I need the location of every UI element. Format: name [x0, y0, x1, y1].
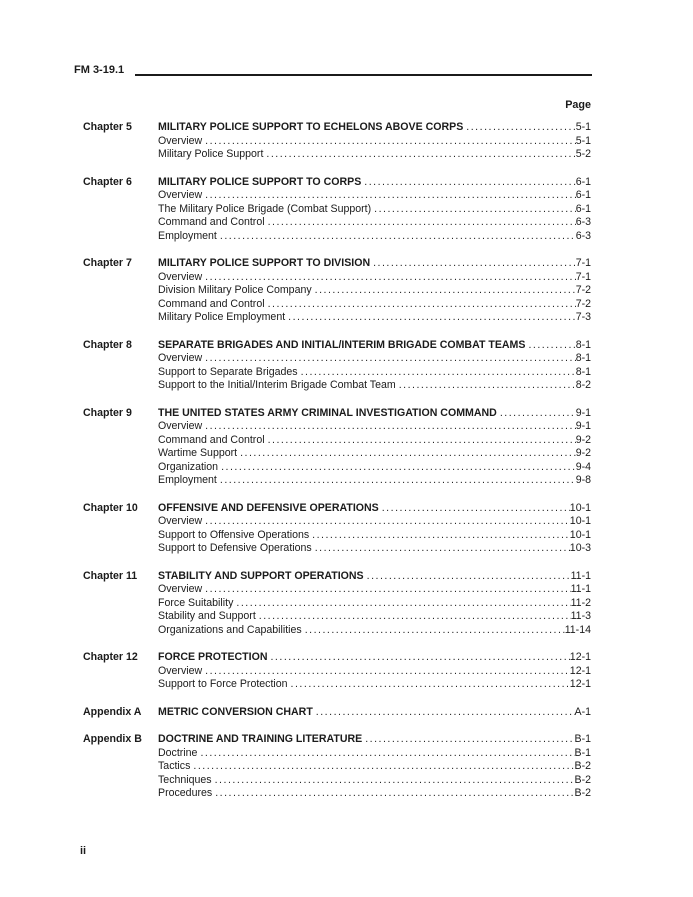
chapter-label: Chapter 8: [83, 338, 132, 351]
section-title: Military Police Employment: [158, 311, 286, 323]
section-page-number: 5-2: [575, 148, 591, 160]
section-title: Organization: [158, 460, 219, 473]
chapter-page-number: A-1: [574, 705, 591, 718]
section-title: Overview: [158, 515, 203, 527]
dot-leader: [190, 760, 574, 774]
chapter-label: Chapter 11: [83, 569, 138, 582]
toc-section-row: [83, 271, 591, 285]
dot-leader: [288, 678, 570, 692]
section-title: Force Suitability: [158, 596, 234, 609]
toc-entry: [83, 706, 591, 720]
dot-leader: [202, 271, 576, 285]
section-page-number: 8-1: [575, 352, 591, 364]
toc-entry: [83, 733, 591, 801]
dot-leader: [202, 515, 570, 529]
section-page-number: 8-1: [575, 365, 591, 378]
dot-leader: [370, 257, 576, 271]
toc-section-row: [83, 298, 591, 312]
toc-section-row: [83, 747, 591, 761]
chapter-title: MILITARY POLICE SUPPORT TO DIVISION: [158, 257, 371, 269]
dot-leader: [463, 121, 575, 135]
chapter-title: MILITARY POLICE SUPPORT TO ECHELONS ABOVE CORPS: [158, 121, 464, 133]
chapter-page-number: 6-1: [575, 175, 591, 188]
chapter-title: MILITARY POLICE SUPPORT TO CORPS: [158, 175, 362, 188]
dot-leader: [197, 747, 574, 761]
section-page-number: 7-1: [575, 270, 591, 283]
toc-entry-heading-row: [83, 570, 591, 584]
dot-leader: [497, 407, 576, 421]
chapter-page-number: 11-1: [570, 569, 591, 582]
toc-section-row: [83, 597, 591, 611]
section-page-number: 6-1: [575, 189, 591, 201]
toc-section-row: [83, 352, 591, 366]
section-page-number: 7-2: [575, 284, 591, 296]
section-title: Support to Separate Brigades: [158, 365, 298, 378]
chapter-page-number: 7-1: [575, 257, 591, 269]
dot-leader: [364, 570, 571, 584]
section-page-number: B-1: [574, 746, 591, 759]
toc-section-row: [83, 678, 591, 692]
toc-section-row: [83, 379, 591, 393]
toc-section-row: [83, 203, 591, 217]
section-page-number: B-2: [574, 760, 591, 772]
dot-leader: [217, 230, 576, 244]
section-page-number: 8-2: [575, 379, 591, 391]
chapter-page-number: B-1: [574, 733, 591, 745]
toc-entry: [83, 502, 591, 556]
toc-section-row: [83, 760, 591, 774]
toc-section-row: [83, 447, 591, 461]
section-title: Organizations and Capabilities: [158, 623, 302, 636]
section-title: Overview: [158, 270, 203, 283]
toc-entry-heading-row: [83, 176, 591, 190]
toc-entry: [83, 121, 591, 162]
chapter-label: Chapter 9: [83, 406, 132, 419]
section-title: Command and Control: [158, 433, 265, 446]
section-title: Command and Control: [158, 297, 265, 310]
toc-entry-heading-row: [83, 502, 591, 516]
toc-list: [83, 121, 591, 801]
chapter-label: Chapter 10: [83, 501, 138, 514]
toc-section-row: [83, 529, 591, 543]
dot-leader: [312, 542, 570, 556]
toc-section-row: [83, 474, 591, 488]
dot-leader: [202, 135, 576, 149]
dot-leader: [396, 379, 576, 393]
section-page-number: 11-3: [570, 610, 591, 622]
chapter-title: STABILITY AND SUPPORT OPERATIONS: [158, 569, 364, 582]
section-title: Military Police Support: [158, 148, 264, 160]
section-title: Support to the Initial/Interim Brigade Combat Team: [158, 379, 396, 391]
toc-entry-heading-row: [83, 733, 591, 747]
section-page-number: 9-1: [575, 420, 591, 432]
toc-entry: [83, 651, 591, 692]
toc-entry: [83, 570, 591, 638]
dot-leader: [202, 352, 576, 366]
dot-leader: [202, 420, 576, 434]
section-page-number: 11-2: [570, 596, 591, 609]
toc-section-row: [83, 542, 591, 556]
section-page-number: B-2: [574, 787, 591, 799]
section-title: Overview: [158, 134, 203, 147]
chapter-label: Appendix B: [83, 733, 142, 745]
toc-section-row: [83, 148, 591, 162]
section-page-number: 10-1: [569, 528, 591, 541]
section-page-number: 11-1: [570, 583, 591, 595]
toc-entry-heading-row: [83, 706, 591, 720]
section-page-number: 5-1: [575, 134, 591, 147]
chapter-page-number: 8-1: [575, 338, 591, 351]
dot-leader: [233, 597, 570, 611]
chapter-title: METRIC CONVERSION CHART: [158, 705, 313, 718]
dot-leader: [218, 461, 576, 475]
dot-leader: [212, 787, 574, 801]
page-header: [74, 64, 592, 77]
chapter-title: OFFENSIVE AND DEFENSIVE OPERATIONS: [158, 501, 379, 514]
dot-leader: [265, 298, 576, 312]
toc-entry: [83, 176, 591, 244]
toc-entry: [83, 339, 591, 393]
dot-leader: [302, 624, 565, 638]
toc-section-row: [83, 311, 591, 325]
dot-leader: [202, 189, 576, 203]
toc-entry-heading-row: [83, 651, 591, 665]
dot-leader: [202, 583, 570, 597]
dot-leader: [361, 176, 575, 190]
section-title: Overview: [158, 583, 203, 595]
dot-leader: [298, 366, 576, 380]
toc-section-row: [83, 135, 591, 149]
toc-section-row: [83, 665, 591, 679]
dot-leader: [362, 733, 574, 747]
toc-section-row: [83, 420, 591, 434]
chapter-label: Chapter 7: [83, 257, 132, 269]
section-title: The Military Police Brigade (Combat Support): [158, 202, 372, 215]
section-title: Procedures: [158, 787, 213, 799]
section-title: Wartime Support: [158, 447, 238, 459]
section-title: Tactics: [158, 760, 191, 772]
toc-entry-heading-row: [83, 339, 591, 353]
dot-leader: [256, 610, 571, 624]
page-column-label: Page: [565, 99, 591, 111]
toc-section-row: [83, 774, 591, 788]
dot-leader: [237, 447, 576, 461]
section-title: Division Military Police Company: [158, 284, 312, 296]
chapter-title: THE UNITED STATES ARMY CRIMINAL INVESTIGATION COMMAND: [158, 406, 497, 419]
toc-section-row: [83, 787, 591, 801]
section-page-number: 9-4: [575, 460, 591, 473]
section-title: Overview: [158, 352, 203, 364]
chapter-title: DOCTRINE AND TRAINING LITERATURE: [158, 733, 363, 745]
section-title: Command and Control: [158, 216, 265, 228]
section-title: Support to Defensive Operations: [158, 542, 312, 554]
dot-leader: [217, 474, 576, 488]
dot-leader: [263, 148, 575, 162]
dot-leader: [309, 529, 570, 543]
toc-entry-heading-row: [83, 121, 591, 135]
dot-leader: [212, 774, 575, 788]
dot-leader: [265, 434, 576, 448]
dot-leader: [379, 502, 570, 516]
chapter-label: Chapter 12: [83, 651, 138, 663]
toc-section-row: [83, 583, 591, 597]
dot-leader: [525, 339, 575, 353]
toc-entry: [83, 257, 591, 325]
section-page-number: 7-2: [575, 297, 591, 310]
section-page-number: B-2: [574, 773, 591, 786]
toc-section-row: [83, 284, 591, 298]
toc-section-row: [83, 461, 591, 475]
section-title: Employment: [158, 474, 217, 486]
chapter-page-number: 10-1: [569, 501, 591, 514]
chapter-label: Appendix A: [83, 705, 142, 718]
toc-section-row: [83, 189, 591, 203]
dot-leader: [313, 706, 575, 720]
section-title: Doctrine: [158, 746, 198, 759]
dot-leader: [371, 203, 576, 217]
section-page-number: 9-8: [575, 474, 591, 486]
toc-section-row: [83, 610, 591, 624]
dot-leader: [265, 216, 576, 230]
header-rule: [135, 74, 592, 76]
section-page-number: 6-1: [575, 202, 591, 215]
toc-section-row: [83, 515, 591, 529]
toc-entry-heading-row: [83, 257, 591, 271]
section-title: Employment: [158, 229, 217, 242]
section-page-number: 11-14: [564, 623, 591, 636]
section-title: Overview: [158, 420, 203, 432]
chapter-page-number: 12-1: [569, 651, 591, 663]
section-page-number: 9-2: [575, 447, 591, 459]
section-page-number: 9-2: [575, 433, 591, 446]
document-id: FM 3-19.1: [74, 64, 125, 76]
section-title: Stability and Support: [158, 610, 256, 622]
toc-section-row: [83, 216, 591, 230]
chapter-page-number: 9-1: [575, 406, 591, 419]
chapter-label: Chapter 5: [83, 121, 132, 133]
section-page-number: 6-3: [575, 216, 591, 228]
dot-leader: [285, 311, 576, 325]
toc-section-row: [83, 366, 591, 380]
table-of-contents: [83, 99, 591, 815]
chapter-page-number: 5-1: [575, 121, 591, 133]
section-page-number: 10-3: [569, 542, 591, 554]
toc-section-row: [83, 624, 591, 638]
toc-section-row: [83, 230, 591, 244]
section-title: Overview: [158, 189, 203, 201]
section-page-number: 12-1: [569, 678, 591, 690]
section-page-number: 12-1: [569, 664, 591, 677]
section-title: Techniques: [158, 773, 212, 786]
section-title: Overview: [158, 664, 203, 677]
section-page-number: 7-3: [575, 311, 591, 323]
chapter-title: SEPARATE BRIGADES AND INITIAL/INTERIM BRIGADE COMBAT TEAMS: [158, 338, 526, 351]
dot-leader: [202, 665, 570, 679]
toc-entry-heading-row: [83, 407, 591, 421]
footer-page-number: ii: [80, 845, 87, 857]
dot-leader: [312, 284, 576, 298]
chapter-label: Chapter 6: [83, 175, 132, 188]
section-page-number: 6-3: [575, 229, 591, 242]
toc-entry: [83, 407, 591, 488]
dot-leader: [267, 651, 569, 665]
chapter-title: FORCE PROTECTION: [158, 651, 268, 663]
section-title: Support to Force Protection: [158, 678, 288, 690]
toc-section-row: [83, 434, 591, 448]
section-title: Support to Offensive Operations: [158, 528, 310, 541]
section-page-number: 10-1: [569, 515, 591, 527]
